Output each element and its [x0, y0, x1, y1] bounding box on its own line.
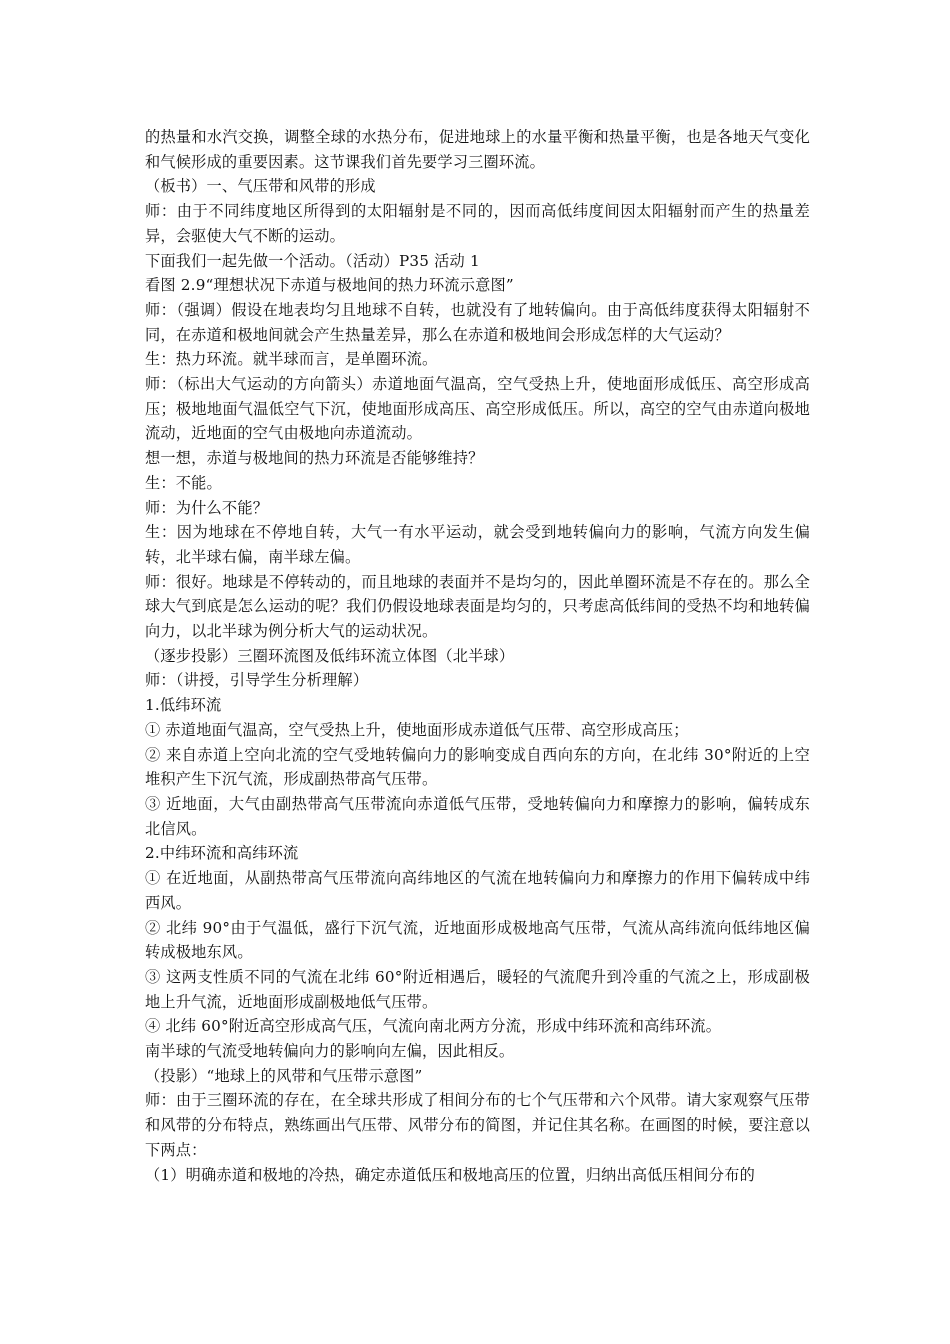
paragraph: （逐步投影）三圈环流图及低纬环流立体图（北半球）: [145, 646, 515, 665]
paragraph: 南半球的气流受地转偏向力的影响向左偏，因此相反。: [145, 1042, 515, 1061]
paragraph: 师：（强调）假设在地表均匀且地球不自转，也就没有了地转偏向。由于高低纬度获得太阳辐射不同，在赤道和极地间就会产生热量差异，那么在赤道和极地间会形成怎样的大气运动？: [145, 300, 810, 344]
paragraph: 生：不能。: [145, 473, 222, 492]
list-item: ④ 北纬 60°附近高空形成高气压，气流向南北两方分流，形成中纬环流和高纬环流。: [145, 1017, 722, 1036]
paragraph: 生：因为地球在不停地自转，大气一有水平运动，就会受到地转偏向力的影响，气流方向发生偏转，北半球右偏，南半球左偏。: [145, 523, 810, 566]
paragraph: （板书）一、气压带和风带的形成: [145, 177, 376, 196]
paragraph: 师：（标出大气运动的方向箭头）赤道地面气温高，空气受热上升，使地面形成低压、高空形成高压；极地地面气温低空气下沉，使地面形成高压、高空形成低压。所以，高空的空气由赤道向极地流动，近地面的空气由极地向赤道流动。: [145, 375, 810, 443]
list-item: ③ 近地面，大气由副热带高气压带流向赤道低气压带，受地转偏向力和摩擦力的影响，偏转成东北信风。: [145, 794, 810, 838]
section-heading: 1.低纬环流: [145, 696, 222, 715]
list-item: ③ 这两支性质不同的气流在北纬 60°附近相遇后，暖轻的气流爬升到冷重的气流之上，形成副极地上升气流，近地面形成副极地低气压带。: [145, 967, 810, 1011]
paragraph: 想一想，赤道与极地间的热力环流是否能够维持？: [145, 449, 484, 468]
paragraph: 看图 2.9“理想状况下赤道与极地间的热力环流示意图”: [145, 276, 514, 295]
section-heading: 2.中纬环流和高纬环流: [145, 844, 299, 863]
paragraph: 师：（讲授，引导学生分析理解）: [145, 671, 369, 690]
document-body: [145, 125, 810, 1187]
paragraph: 师：很好。地球是不停转动的，而且地球的表面并不是均匀的，因此单圈环流是不存在的。那么全球大气到底是怎么运动的呢？我们仍假设地球表面是均匀的，只考虑高低纬间的受热不均和地转偏向力，以北半球为例分析大气的运动状况。: [145, 572, 810, 641]
list-item: ② 来自赤道上空向北流的空气受地转偏向力的影响变成自西向东的方向，在北纬 30°附近的上空堆积产生下沉气流，形成副热带高气压带。: [145, 745, 810, 789]
paragraph: 下面我们一起先做一个活动。（活动）P35 活动 1: [145, 251, 480, 270]
paragraph: 师：由于三圈环流的存在，在全球共形成了相间分布的七个气压带和六个风带。请大家观察气压带和风带的分布特点，熟练画出气压带、风带分布的简图，并记住其名称。在画图的时候，要注意以下两点：: [145, 1091, 810, 1159]
paragraph: （投影）“地球上的风带和气压带示意图”: [145, 1066, 423, 1085]
paragraph: 的热量和水汽交换，调整全球的水热分布，促进地球上的水量平衡和热量平衡，也是各地天气变化和气候形成的重要因素。这节课我们首先要学习三圈环流。: [145, 128, 810, 171]
paragraph: 师：由于不同纬度地区所得到的太阳辐射是不同的，因而高低纬度间因太阳辐射而产生的热量差异，会驱使大气不断的运动。: [145, 202, 810, 245]
paragraph: 生：热力环流。就半球而言，是单圈环流。: [145, 350, 438, 369]
paragraph: （1）明确赤道和极地的冷热，确定赤道低压和极地高压的位置，归纳出高低压相间分布的: [145, 1165, 755, 1184]
list-item: ② 北纬 90°由于气温低，盛行下沉气流，近地面形成极地高气压带，气流从高纬流向低纬地区偏转成极地东风。: [145, 918, 810, 962]
paragraph: 师：为什么不能？: [145, 498, 269, 517]
list-item: ① 赤道地面气温高，空气受热上升，使地面形成赤道低气压带、高空形成高压；: [145, 720, 689, 739]
list-item: ① 在近地面，从副热带高气压带流向高纬地区的气流在地转偏向力和摩擦力的作用下偏转成中纬西风。: [145, 869, 810, 912]
